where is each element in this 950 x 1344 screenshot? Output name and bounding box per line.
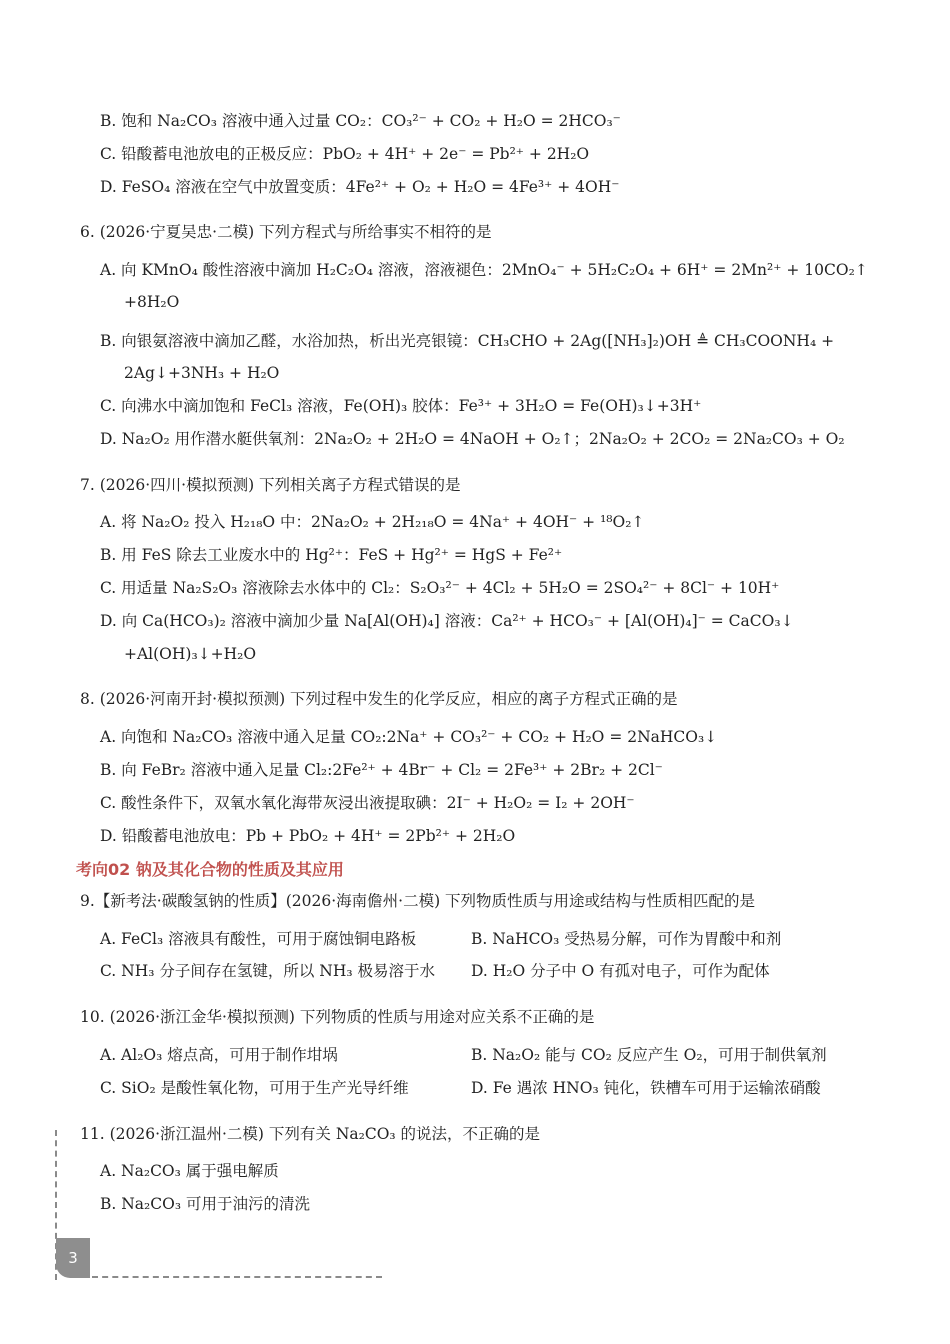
answer-option: B. Na₂O₂ 能与 CO₂ 反应产生 O₂，可用于制供氧剂 [471, 1046, 827, 1064]
answer-option: A. Na₂CO₃ 属于强电解质 [100, 1162, 279, 1180]
option-continuation: +Al(OH)₃↓+H₂O [124, 645, 257, 663]
question-stem: 10. (2026·浙江金华·模拟预测) 下列物质的性质与用途对应关系不正确的是 [80, 1008, 595, 1026]
answer-option: B. 用 FeS 除去工业废水中的 Hg²⁺：FeS + Hg²⁺ = HgS + Fe²⁺ [100, 546, 563, 564]
answer-option: A. 向 KMnO₄ 酸性溶液中滴加 H₂C₂O₄ 溶液，溶液褪色：2MnO₄⁻ + 5H₂C₂O₄ + 6H⁺ = 2Mn²⁺ + 10CO₂↑ [100, 261, 868, 279]
answer-option: B. NaHCO₃ 受热易分解，可作为胃酸中和剂 [471, 930, 782, 948]
answer-option: C. 向沸水中滴加饱和 FeCl₃ 溶液，Fe(OH)₃ 胶体：Fe³⁺ + 3H₂O = Fe(OH)₃↓+3H⁺ [100, 397, 702, 415]
page-border-bottom [92, 1276, 382, 1278]
answer-option: D. 向 Ca(HCO₃)₂ 溶液中滴加少量 Na[Al(OH)₄] 溶液：Ca²⁺ + HCO₃⁻ + [Al(OH)₄]⁻ = CaCO₃↓ [100, 612, 794, 630]
page-number: 3 [56, 1238, 90, 1278]
answer-option: B. Na₂CO₃ 可用于油污的清洗 [100, 1195, 310, 1213]
answer-option: C. SiO₂ 是酸性氧化物，可用于生产光导纤维 [100, 1079, 409, 1097]
answer-option: D. Na₂O₂ 用作潜水艇供氧剂：2Na₂O₂ + 2H₂O = 4NaOH + O₂↑；2Na₂O₂ + 2CO₂ = 2Na₂CO₃ + O₂ [100, 430, 845, 448]
answer-option: C. 铅酸蓄电池放电的正极反应：PbO₂ + 4H⁺ + 2e⁻ = Pb²⁺ + 2H₂O [100, 145, 590, 163]
answer-option: B. 向 FeBr₂ 溶液中通入足量 Cl₂:2Fe²⁺ + 4Br⁻ + Cl₂ = 2Fe³⁺ + 2Br₂ + 2Cl⁻ [100, 761, 663, 779]
answer-option: D. H₂O 分子中 O 有孤对电子，可作为配体 [471, 962, 770, 980]
question-stem: 11. (2026·浙江温州·二模) 下列有关 Na₂CO₃ 的说法，不正确的是 [80, 1125, 541, 1143]
answer-option: A. Al₂O₃ 熔点高，可用于制作坩埚 [100, 1046, 338, 1064]
question-stem: 7. (2026·四川·模拟预测) 下列相关离子方程式错误的是 [80, 476, 461, 494]
answer-option: D. Fe 遇浓 HNO₃ 钝化，铁槽车可用于运输浓硝酸 [471, 1079, 821, 1097]
section-heading: 考向02 钠及其化合物的性质及其应用 [76, 860, 344, 879]
option-continuation: 2Ag↓+3NH₃ + H₂O [124, 364, 280, 382]
answer-option: A. 将 Na₂O₂ 投入 H₂₁₈O 中：2Na₂O₂ + 2H₂₁₈O = 4Na⁺ + 4OH⁻ + ¹⁸O₂↑ [100, 513, 645, 531]
answer-option: B. 向银氨溶液中滴加乙醛，水浴加热，析出光亮银镜：CH₃CHO + 2Ag([NH₃]₂)OH ≜ CH₃COONH₄ + [100, 332, 835, 350]
question-stem: 6. (2026·宁夏吴忠·二模) 下列方程式与所给事实不相符的是 [80, 223, 492, 241]
answer-option: D. 铅酸蓄电池放电：Pb + PbO₂ + 4H⁺ = 2Pb²⁺ + 2H₂O [100, 827, 516, 845]
answer-option: C. NH₃ 分子间存在氢键，所以 NH₃ 极易溶于水 [100, 962, 436, 980]
question-stem: 9.【新考法·碳酸氢钠的性质】(2026·海南儋州·二模) 下列物质性质与用途或结构与性质相匹配的是 [80, 892, 756, 910]
answer-option: C. 用适量 Na₂S₂O₃ 溶液除去水体中的 Cl₂：S₂O₃²⁻ + 4Cl₂ + 5H₂O = 2SO₄²⁻ + 8Cl⁻ + 10H⁺ [100, 579, 780, 597]
answer-option: B. 饱和 Na₂CO₃ 溶液中通入过量 CO₂：CO₃²⁻ + CO₂ + H₂O = 2HCO₃⁻ [100, 112, 621, 130]
answer-option: D. FeSO₄ 溶液在空气中放置变质：4Fe²⁺ + O₂ + H₂O = 4Fe³⁺ + 4OH⁻ [100, 178, 620, 196]
answer-option: C. 酸性条件下，双氧水氧化海带灰浸出液提取碘：2I⁻ + H₂O₂ = I₂ + 2OH⁻ [100, 794, 635, 812]
answer-option: A. 向饱和 Na₂CO₃ 溶液中通入足量 CO₂:2Na⁺ + CO₃²⁻ + CO₂ + H₂O = 2NaHCO₃↓ [100, 728, 718, 746]
answer-option: A. FeCl₃ 溶液具有酸性，可用于腐蚀铜电路板 [100, 930, 417, 948]
option-continuation: +8H₂O [124, 293, 180, 311]
question-stem: 8. (2026·河南开封·模拟预测) 下列过程中发生的化学反应，相应的离子方程式正确的是 [80, 690, 678, 708]
